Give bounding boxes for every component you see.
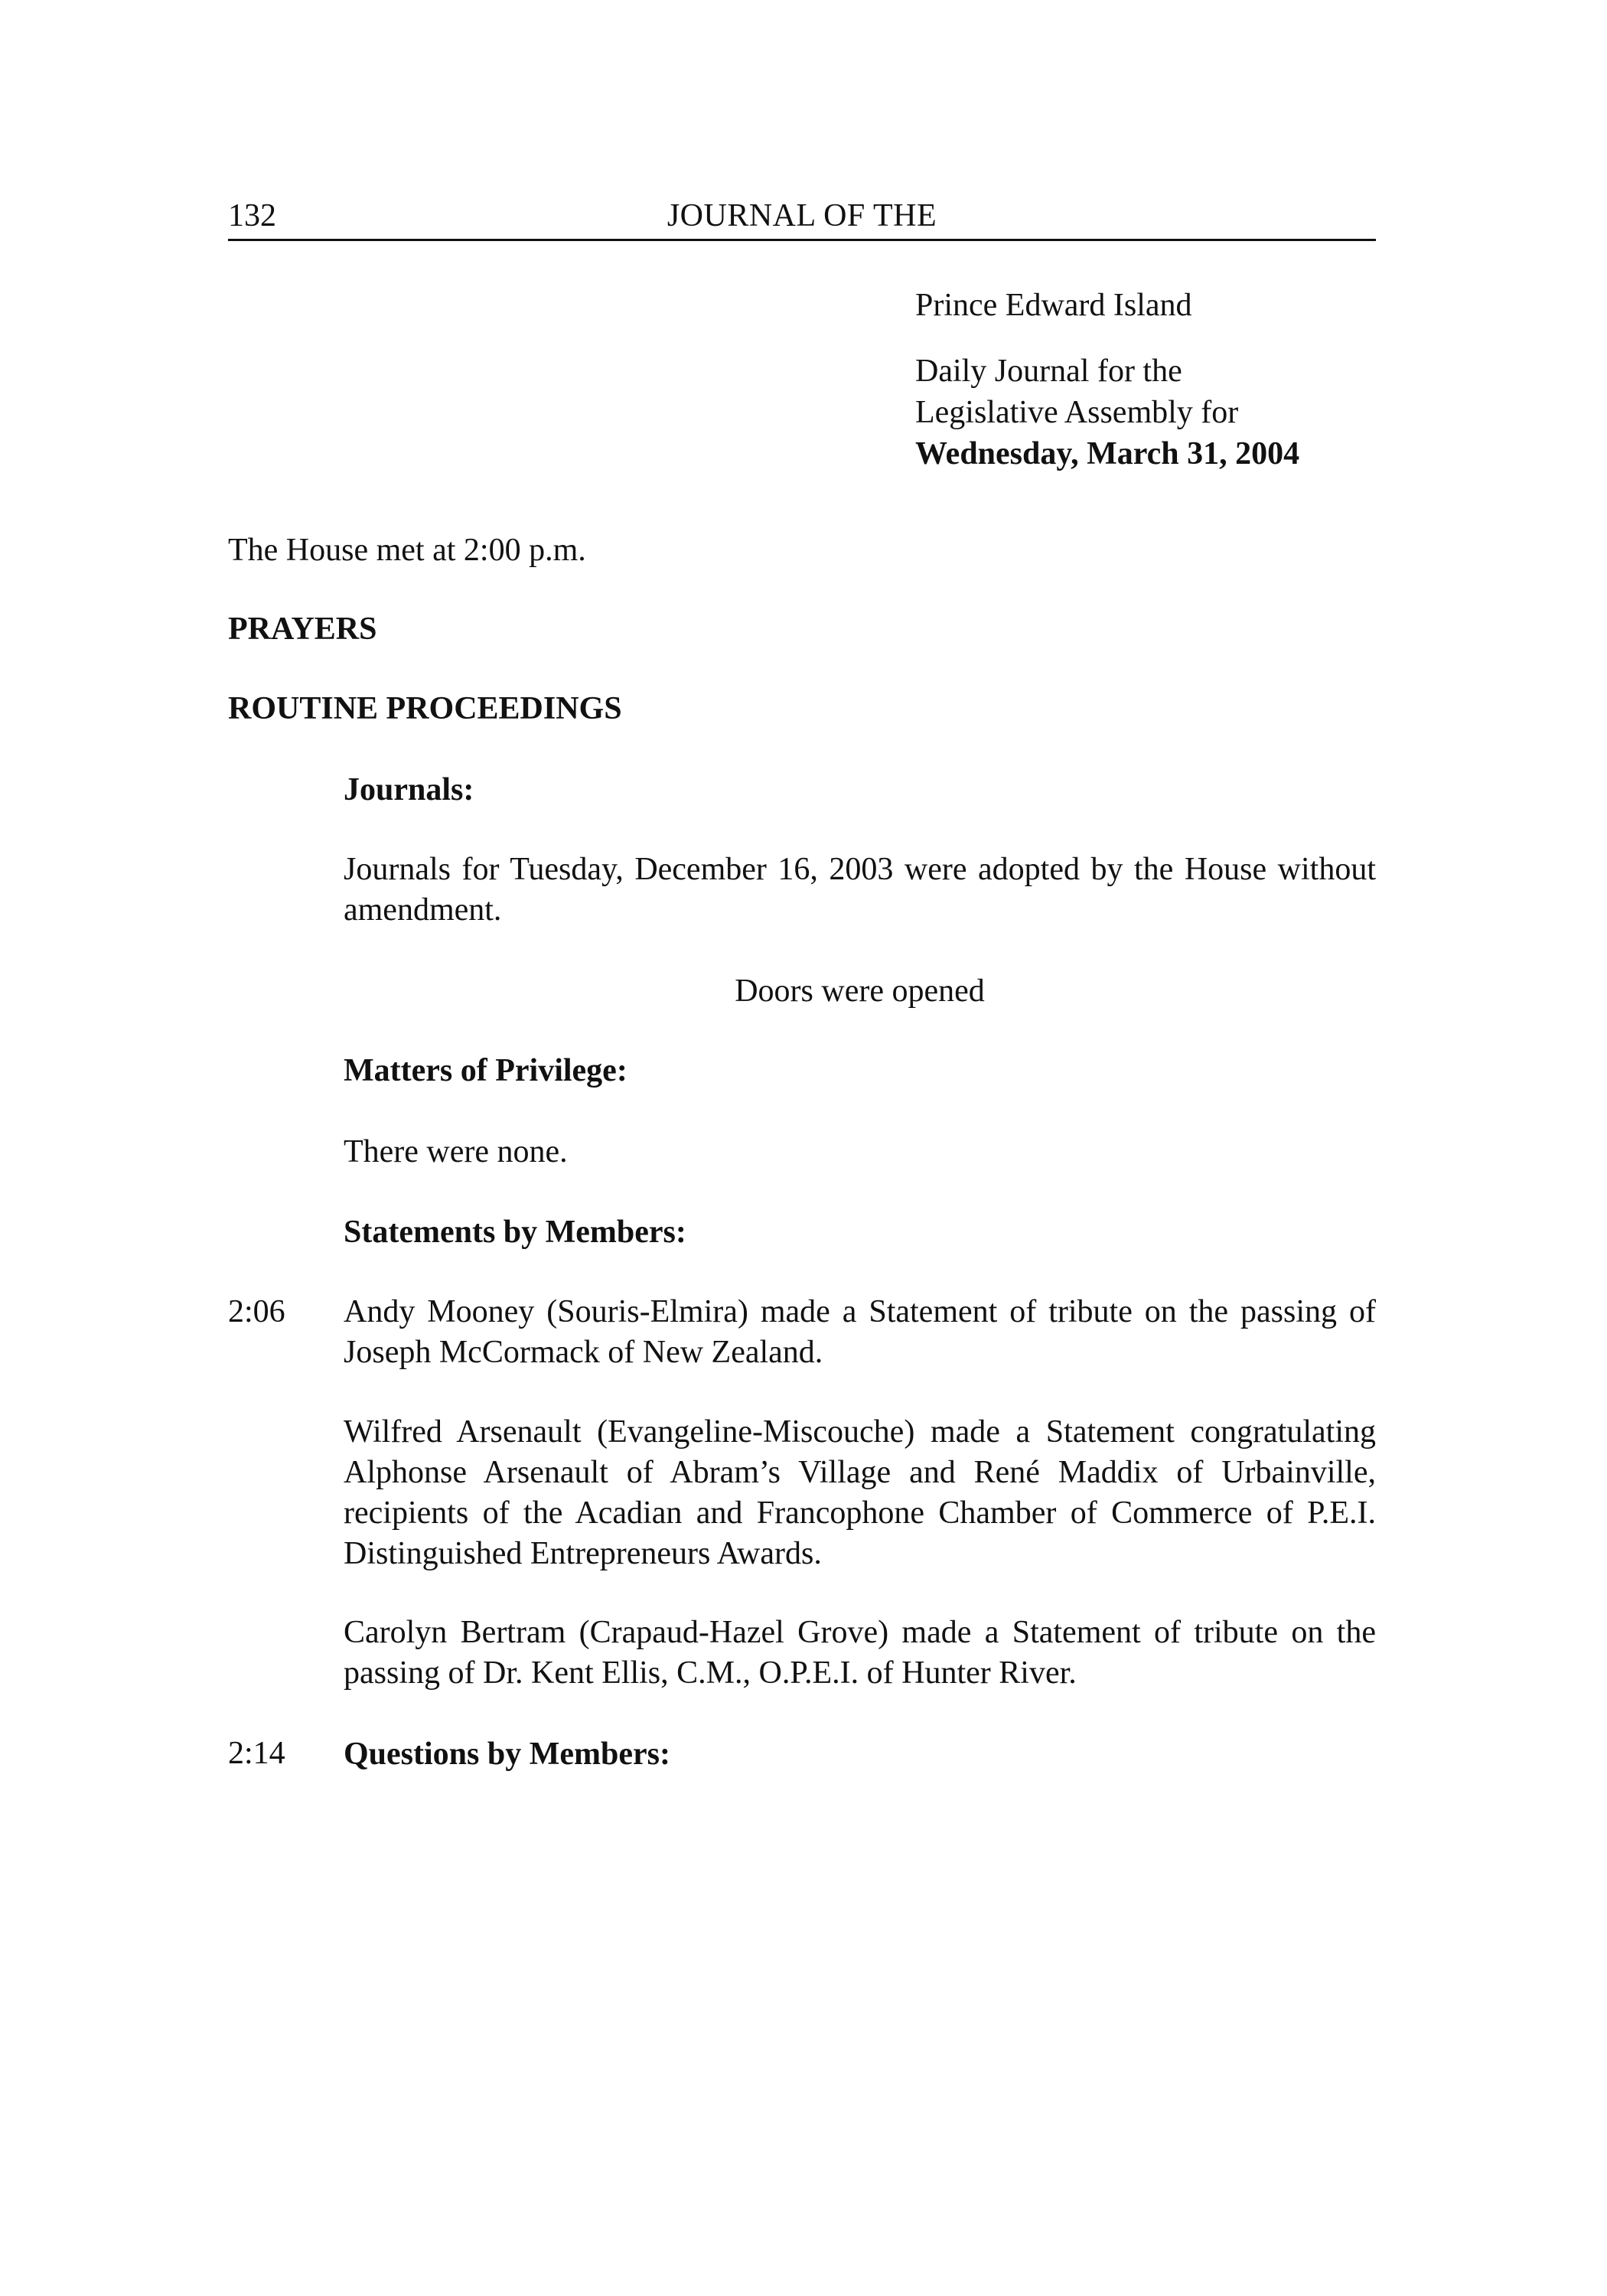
page-number: 132	[228, 198, 276, 233]
journals-heading: Journals:	[344, 772, 474, 807]
house-met-text: The House met at 2:00 p.m.	[228, 533, 586, 568]
questions-heading: Questions by Members:	[344, 1737, 670, 1772]
questions-time-214: 2:14	[228, 1736, 285, 1771]
page-header	[228, 197, 1376, 241]
journal-line-1: Daily Journal for the	[915, 354, 1182, 389]
province-name: Prince Edward Island	[915, 288, 1192, 323]
statement-arsenault: Wilfred Arsenault (Evangeline-Miscouche) made a Statement congratulating Alphonse Arsenault of Abram’s Village and René Maddix of Urbainville, recipients of the Acadian and Francophone Chamber of Commerce of P.E.I. Distinguished Entrepreneurs Awards.	[344, 1414, 1376, 1571]
statement-bertram: Carolyn Bertram (Crapaud-Hazel Grove) made a Statement of tribute on the passing of Dr. Kent Ellis, C.M., O.P.E.I. of Hunter River.	[344, 1615, 1376, 1691]
doors-opened-text: Doors were opened	[735, 974, 985, 1009]
prayers-heading: PRAYERS	[228, 612, 377, 647]
running-title: JOURNAL OF THE	[667, 198, 937, 233]
statements-heading: Statements by Members:	[344, 1215, 686, 1250]
dateline-block	[915, 285, 1390, 475]
journal-date: Wednesday, March 31, 2004	[915, 436, 1300, 471]
statement-time-206: 2:06	[228, 1294, 285, 1329]
statement-mooney: Andy Mooney (Souris-Elmira) made a Statement of tribute on the passing of Joseph McCormack of New Zealand.	[344, 1294, 1376, 1370]
privilege-heading: Matters of Privilege:	[344, 1053, 627, 1088]
journals-paragraph: Journals for Tuesday, December 16, 2003 were adopted by the House without amendment.	[344, 852, 1376, 928]
journal-line-2: Legislative Assembly for	[915, 395, 1239, 430]
privilege-text: There were none.	[344, 1134, 568, 1169]
routine-proceedings-heading: ROUTINE PROCEEDINGS	[228, 691, 622, 726]
